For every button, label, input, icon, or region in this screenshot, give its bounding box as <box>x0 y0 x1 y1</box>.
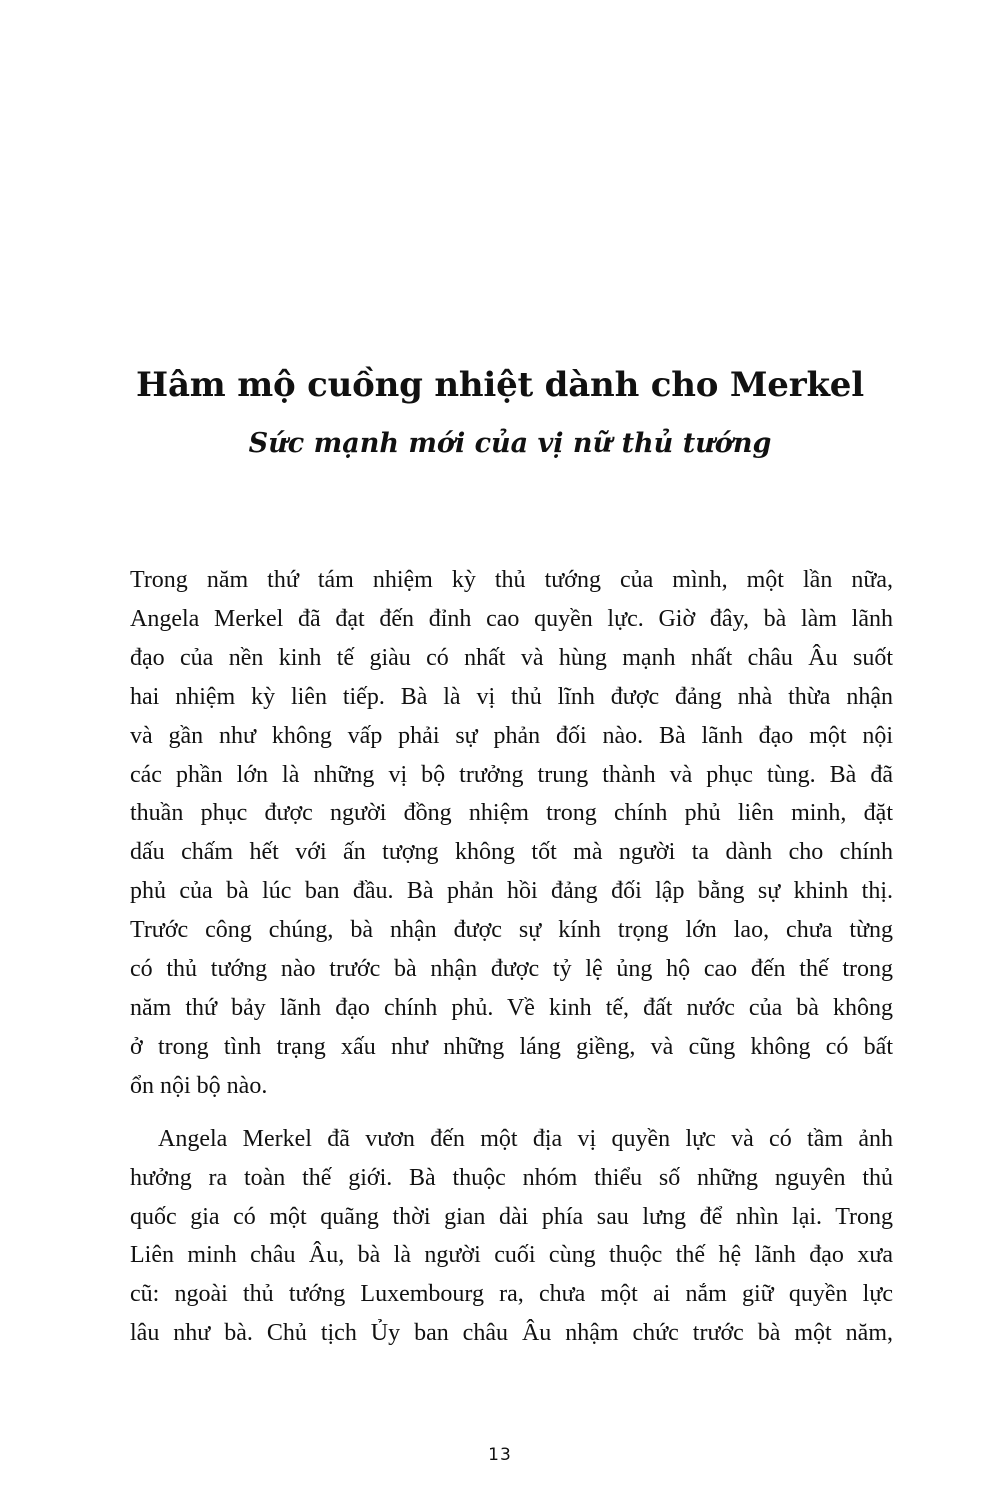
text-line: ổn nội bộ nào. <box>130 1072 268 1099</box>
body-text <box>130 561 893 1353</box>
chapter-subtitle: Sức mạnh mới của vị nữ thủ tướng <box>248 428 772 459</box>
text-line: hưởng ra toàn thế giới. Bà thuộc nhóm thiểu số những nguyên thủ <box>130 1164 893 1191</box>
text-line: và gần như không vấp phải sự phản đối nào. Bà lãnh đạo một nội <box>130 722 893 749</box>
paragraph <box>130 1120 893 1353</box>
text-line: các phần lớn là những vị bộ trưởng trung thành và phục tùng. Bà đã <box>130 761 893 788</box>
text-line: lâu như bà. Chủ tịch Ủy ban châu Âu nhậm chức trước bà một năm, <box>130 1320 893 1347</box>
text-line: ở trong tình trạng xấu như những láng giềng, và cũng không có bất <box>130 1033 893 1060</box>
text-line: Angela Merkel đã vươn đến một địa vị quyền lực và có tầm ảnh <box>158 1125 893 1152</box>
text-line: phủ của bà lúc ban đầu. Bà phản hồi đảng đối lập bằng sự khinh thị. <box>130 878 893 905</box>
text-line: dấu chấm hết với ấn tượng không tốt mà người ta dành cho chính <box>130 839 893 866</box>
chapter-title: Hâm mộ cuồng nhiệt dành cho Merkel <box>136 365 864 405</box>
text-line: Trong năm thứ tám nhiệm kỳ thủ tướng của mình, một lần nữa, <box>130 567 893 593</box>
paragraph-gap <box>130 1106 893 1120</box>
text-line: Trước công chúng, bà nhận được sự kính trọng lớn lao, chưa từng <box>130 917 893 944</box>
text-line: đạo của nền kinh tế giàu có nhất và hùng mạnh nhất châu Âu suốt <box>130 644 893 671</box>
text-line: hai nhiệm kỳ liên tiếp. Bà là vị thủ lĩnh được đảng nhà thừa nhận <box>130 683 893 710</box>
text-line: quốc gia có một quãng thời gian dài phía sau lưng để nhìn lại. Trong <box>130 1203 893 1230</box>
paragraph <box>130 561 893 1106</box>
text-line: Liên minh châu Âu, bà là người cuối cùng thuộc thế hệ lãnh đạo xưa <box>130 1242 893 1269</box>
text-line: có thủ tướng nào trước bà nhận được tỷ lệ ủng hộ cao đến thế trong <box>130 956 893 983</box>
text-line: năm thứ bảy lãnh đạo chính phủ. Về kinh tế, đất nước của bà không <box>130 994 893 1021</box>
text-line: thuần phục được người đồng nhiệm trong chính phủ liên minh, đặt <box>130 800 893 827</box>
page-number: 13 <box>488 1445 512 1465</box>
text-line: cũ: ngoài thủ tướng Luxembourg ra, chưa một ai nắm giữ quyền lực <box>130 1281 893 1308</box>
text-line: Angela Merkel đã đạt đến đỉnh cao quyền lực. Giờ đây, bà làm lãnh <box>130 605 893 632</box>
